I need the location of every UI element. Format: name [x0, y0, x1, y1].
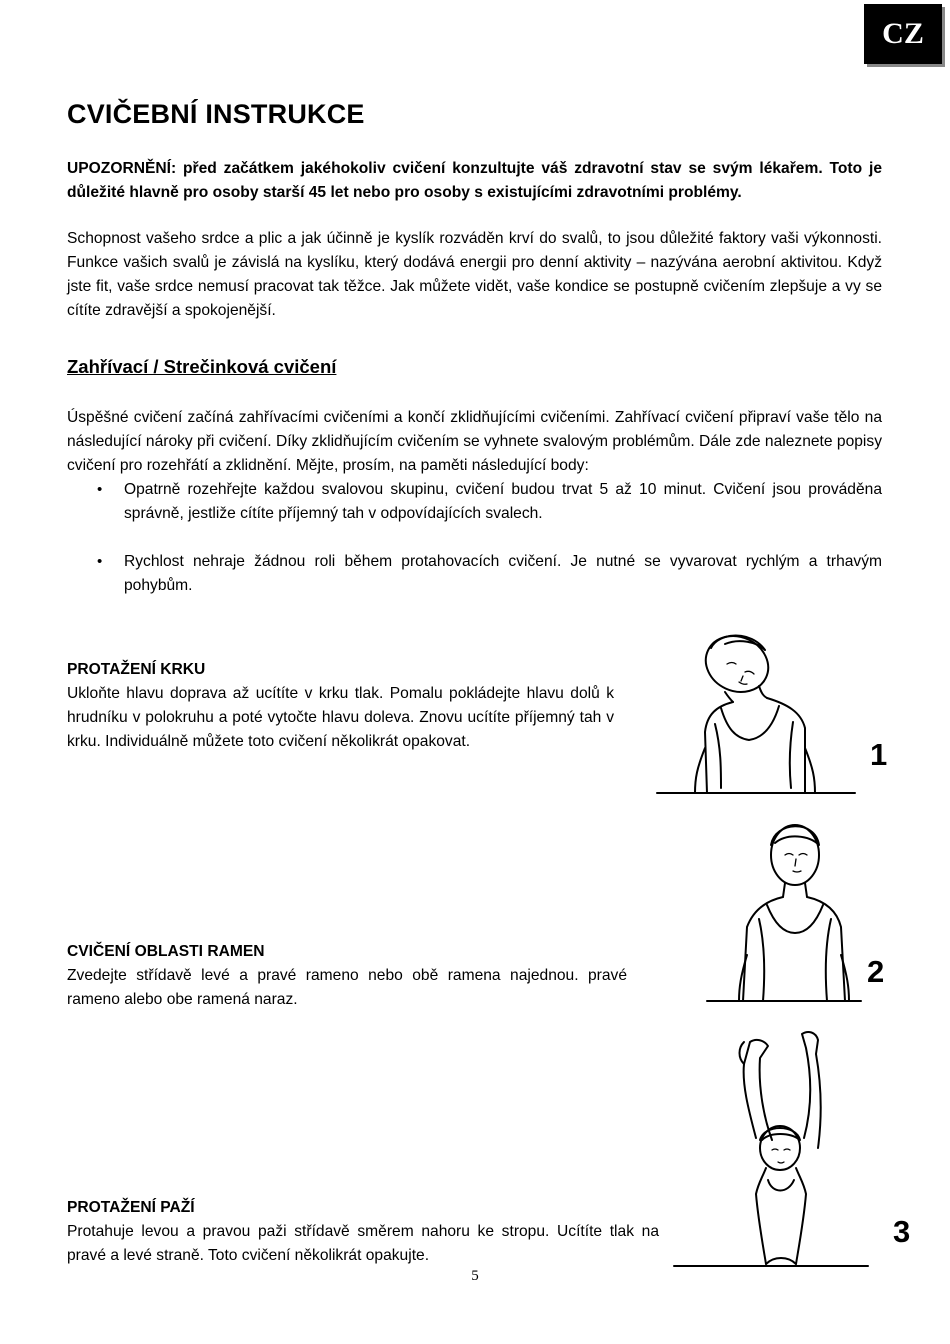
warning-paragraph: UPOZORNĚNÍ: před začátkem jakéhokoliv cvičení konzultujte váš zdravotní stav se svým lékařem. Toto je důležité hlavně pro osoby starší 45 let nebo pro osoby s existujícími zdravotními problémy. — [67, 160, 882, 201]
exercise-text-arms: Protahuje levou a pravou paži střídavě směrem nahoru ke stropu. Ucítíte tlak na pravé a levé straně. Toto cvičení několikrát opakujte. — [67, 1223, 659, 1264]
exercise-text-shoulders: Zvedejte střídavě levé a pravé rameno nebo obě ramena najednou. pravé rameno alebo obe ramená naraz. — [67, 967, 627, 1008]
page-title: CVIČEBNÍ INSTRUKCE — [67, 99, 365, 129]
arm-stretch-figure-icon — [672, 1028, 872, 1272]
list-item: • Rychlost nehraje žádnou roli během protahovacích cvičení. Je nutné se vyvarovat rychlým a trhavým pohybům. — [67, 550, 882, 598]
exercise-title-neck: PROTAŽENÍ KRKU — [67, 661, 206, 678]
section-title: Zahřívací / Strečinková cvičení — [67, 356, 337, 377]
shoulder-exercise-figure-icon — [705, 815, 865, 1005]
exercise-number-2: 2 — [867, 954, 885, 989]
neck-stretch-figure-icon — [655, 628, 860, 798]
tips-list — [67, 478, 882, 598]
exercise-number-3: 3 — [893, 1214, 911, 1249]
exercise-number-1: 1 — [870, 737, 888, 772]
language-badge: CZ — [864, 4, 942, 64]
exercise-text-neck: Ukloňte hlavu doprava až ucítíte v krku tlak. Pomalu pokládejte hlavu dolů k hrudníku v polokruhu a poté vytočte hlavu doleva. Znovu ucítíte příjemný tah v krku. Individuálně můžete toto cvičení několikrát opakovat. — [67, 685, 614, 750]
page-number: 5 — [471, 1268, 479, 1284]
list-item: • Opatrně rozehřejte každou svalovou skupinu, cvičení budou trvat 5 až 10 minut. Cvičení jsou prováděna správně, jestliže cítíte příjemný tah v odpovídajících svalech. — [67, 478, 882, 526]
intro-paragraph: Schopnost vašeho srdce a plic a jak účinně je kyslík rozváděn krví do svalů, to jsou důležité faktory vaši výkonnosti. Funkce vašich svalů je závislá na kyslíku, který dodává energii pro denní aktivity – nazývána aerobní aktivitou. Když jste fit, vaše srdce nemusí pracovat tak těžce. Jak můžete vidět, vaše kondice se postupně cvičením zlepšuje a vy se cítíte zdravější a spokojenější. — [67, 230, 882, 319]
warmup-paragraph: Úspěšné cvičení začíná zahřívacími cvičeními a končí zklidňujícími cvičeními. Zahřívací cvičení připraví vaše tělo na následující nároky při cvičení. Díky zklidňujícím cvičením se vyhnete svalovým problémům. Dále zde naleznete popisy cvičení pro rozehřátí a zklidnění. Mějte, prosím, na paměti následující body: — [67, 409, 882, 474]
exercise-title-arms: PROTAŽENÍ PAŽÍ — [67, 1199, 195, 1216]
exercise-title-shoulders: CVIČENÍ OBLASTI RAMEN — [67, 943, 265, 960]
